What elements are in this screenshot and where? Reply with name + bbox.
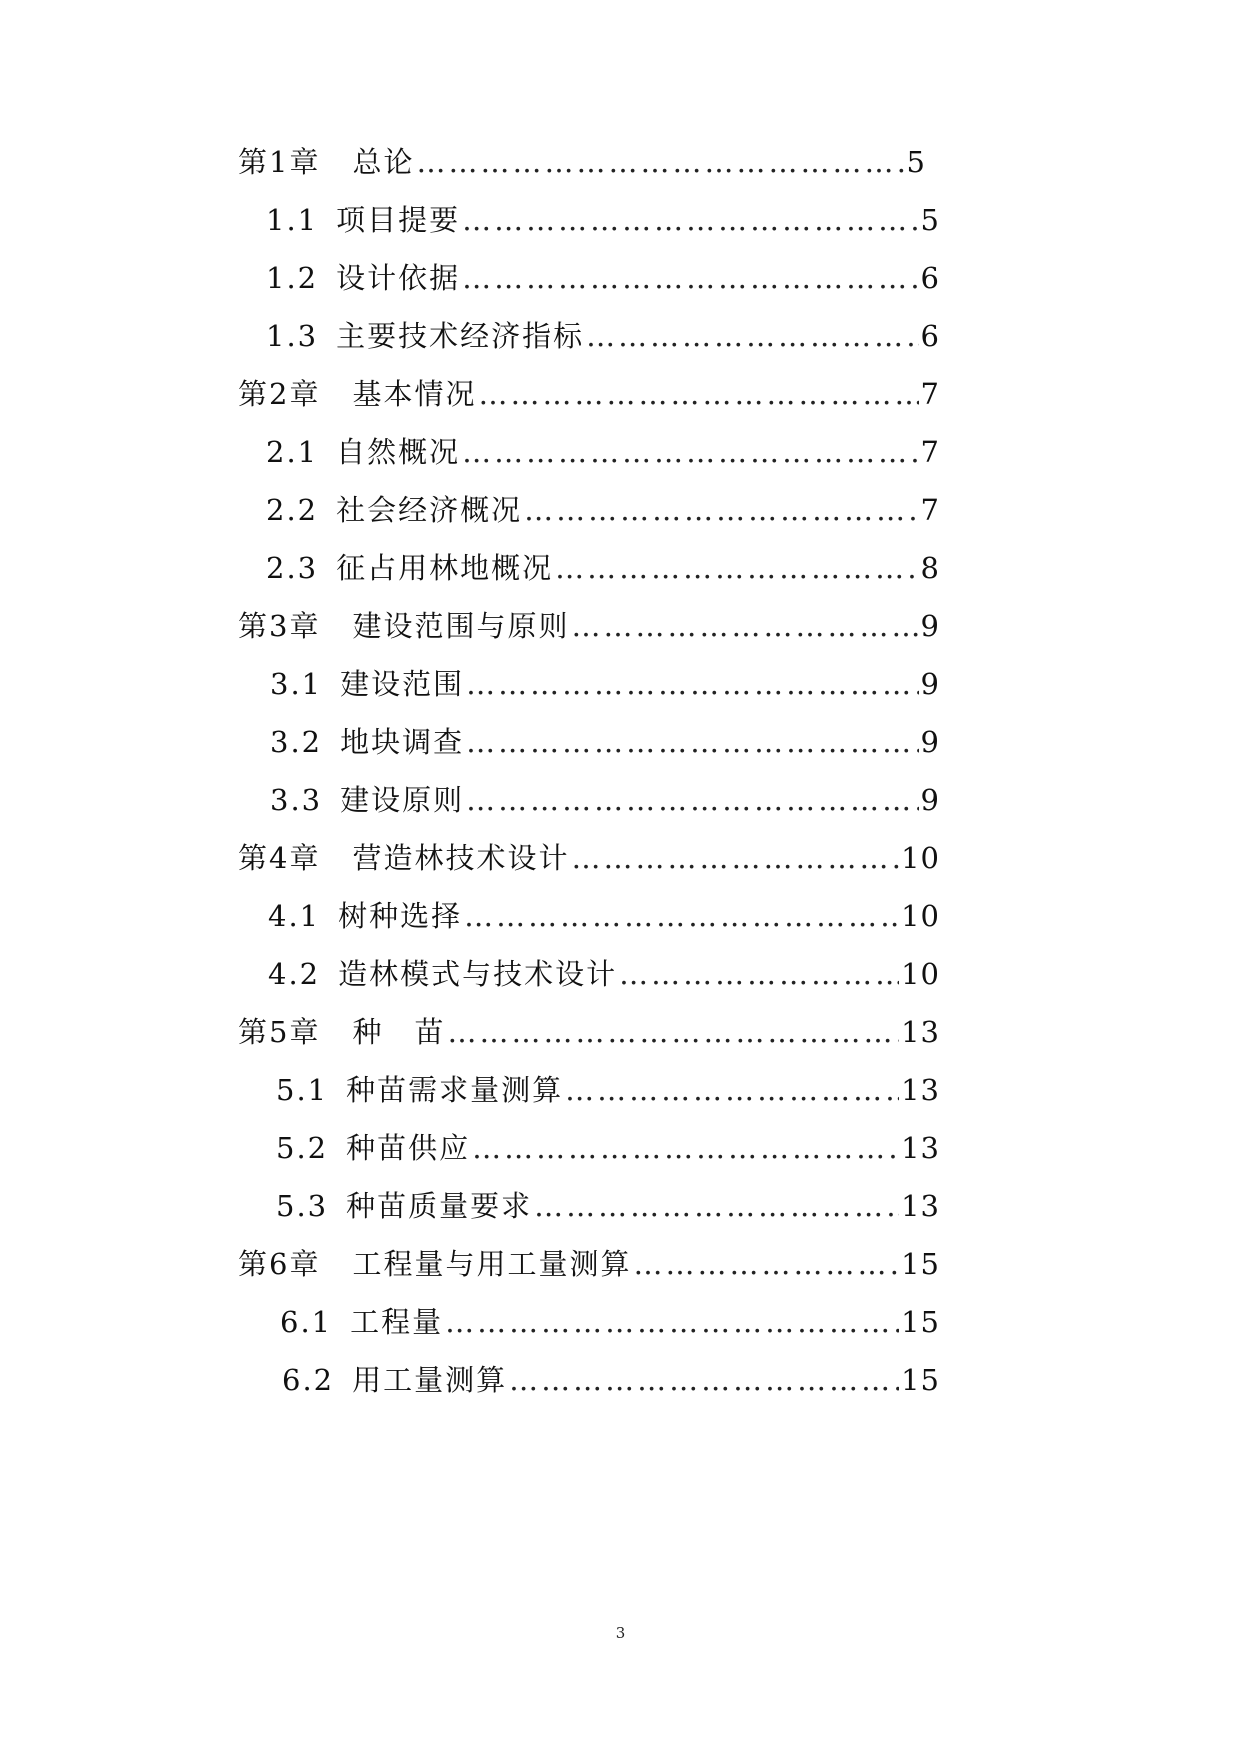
toc-entry-section-2-1[interactable] — [266, 430, 940, 474]
toc-entry-title: 工程量 — [350, 1305, 444, 1339]
toc-entry-number: 第6章 — [238, 1247, 321, 1281]
toc-entry-number: 5.3 — [276, 1189, 329, 1223]
toc-entry-section-5-1[interactable] — [276, 1068, 940, 1112]
toc-entry-title: 自然概况 — [336, 435, 461, 469]
toc-entry-title: 种苗供应 — [346, 1131, 471, 1165]
toc-entry-page: 15 — [901, 1363, 940, 1397]
dot-leader — [472, 1131, 899, 1165]
dot-leader — [524, 493, 918, 527]
toc-entry-chapter-1[interactable] — [238, 140, 926, 184]
toc-entry-page: 6 — [920, 319, 940, 353]
toc-entry-number: 3.3 — [270, 783, 323, 817]
toc-entry-page: 15 — [901, 1305, 940, 1339]
toc-entry-number: 2.1 — [266, 435, 319, 469]
toc-entry-section-3-2[interactable] — [270, 720, 940, 764]
dot-leader — [534, 1189, 899, 1223]
toc-entry-page: 10 — [901, 957, 940, 991]
toc-entry-section-3-1[interactable] — [270, 662, 940, 706]
toc-entry-section-6-1[interactable] — [280, 1300, 940, 1344]
toc-entry-title: 种苗质量要求 — [346, 1189, 533, 1223]
toc-entry-chapter-3[interactable] — [238, 604, 940, 648]
toc-entry-title: 工程量与用工量测算 — [352, 1247, 632, 1281]
dot-leader — [571, 841, 899, 875]
page-number: 3 — [615, 1624, 626, 1642]
toc-entry-chapter-6[interactable] — [238, 1242, 940, 1286]
dot-leader — [445, 1305, 899, 1339]
toc-entry-page: 8 — [920, 551, 940, 585]
toc-entry-section-4-2[interactable] — [268, 952, 940, 996]
toc-entry-number: 3.2 — [270, 725, 323, 759]
toc-entry-page: 15 — [901, 1247, 940, 1281]
dot-leader — [586, 319, 918, 353]
toc-entry-number: 第2章 — [238, 377, 321, 411]
toc-entry-section-2-2[interactable] — [266, 488, 940, 532]
dot-leader — [462, 203, 918, 237]
toc-entry-chapter-5[interactable] — [238, 1010, 940, 1054]
dot-leader — [633, 1247, 899, 1281]
toc-entry-section-1-3[interactable] — [266, 314, 940, 358]
toc-entry-number: 6.2 — [282, 1363, 335, 1397]
toc-entry-number: 5.1 — [276, 1073, 329, 1107]
toc-entry-section-2-3[interactable] — [266, 546, 940, 590]
dot-leader — [555, 551, 918, 585]
toc-entry-title: 社会经济概况 — [336, 493, 523, 527]
dot-leader — [466, 783, 918, 817]
toc-entry-section-4-1[interactable] — [268, 894, 940, 938]
toc-entry-title: 营造林技术设计 — [352, 841, 570, 875]
dot-leader — [466, 725, 918, 759]
toc-entry-number: 第3章 — [238, 609, 321, 643]
toc-entry-number: 2.2 — [266, 493, 319, 527]
toc-entry-title: 总论 — [352, 145, 415, 179]
toc-entry-title: 造林模式与技术设计 — [338, 957, 618, 991]
toc-entry-title: 地块调查 — [340, 725, 465, 759]
toc-entry-page: 5 — [906, 145, 926, 179]
toc-entry-page: 9 — [920, 783, 940, 817]
toc-entry-title: 项目提要 — [336, 203, 461, 237]
toc-entry-chapter-2[interactable] — [238, 372, 940, 416]
toc-entry-section-3-3[interactable] — [270, 778, 940, 822]
toc-entry-title: 基本情况 — [352, 377, 477, 411]
toc-entry-chapter-4[interactable] — [238, 836, 940, 880]
dot-leader — [478, 377, 918, 411]
toc-entry-title: 种 苗 — [352, 1015, 446, 1049]
toc-entry-page: 10 — [901, 899, 940, 933]
toc-entry-section-5-3[interactable] — [276, 1184, 940, 1228]
dot-leader — [466, 667, 918, 701]
dot-leader — [565, 1073, 899, 1107]
toc-entry-title: 征占用林地概况 — [336, 551, 554, 585]
toc-entry-title: 用工量测算 — [352, 1363, 508, 1397]
toc-entry-number: 第5章 — [238, 1015, 321, 1049]
toc-entry-page: 7 — [920, 493, 940, 527]
toc-entry-page: 9 — [920, 725, 940, 759]
toc-entry-number: 4.1 — [268, 899, 321, 933]
dot-leader — [464, 899, 899, 933]
toc-entry-title: 树种选择 — [338, 899, 463, 933]
toc-entry-page: 13 — [901, 1073, 940, 1107]
dot-leader — [447, 1015, 899, 1049]
dot-leader — [619, 957, 899, 991]
toc-entry-number: 5.2 — [276, 1131, 329, 1165]
toc-entry-number: 1.1 — [266, 203, 319, 237]
toc-entry-number: 6.1 — [280, 1305, 333, 1339]
toc-entry-number: 1.3 — [266, 319, 319, 353]
toc-entry-number: 2.3 — [266, 551, 319, 585]
toc-entry-section-1-1[interactable] — [266, 198, 940, 242]
toc-entry-title: 种苗需求量测算 — [346, 1073, 564, 1107]
toc-entry-title: 主要技术经济指标 — [336, 319, 585, 353]
toc-entry-number: 第4章 — [238, 841, 321, 875]
toc-entry-title: 建设原则 — [340, 783, 465, 817]
toc-entry-section-6-2[interactable] — [282, 1358, 940, 1402]
toc-entry-number: 第1章 — [238, 145, 321, 179]
toc-entry-title: 建设范围 — [340, 667, 465, 701]
toc-entry-page: 6 — [920, 261, 940, 295]
toc-entry-page: 7 — [920, 435, 940, 469]
dot-leader — [571, 609, 918, 643]
dot-leader — [416, 145, 904, 179]
dot-leader — [462, 261, 918, 295]
toc-entry-page: 9 — [920, 667, 940, 701]
toc-entry-number: 3.1 — [270, 667, 323, 701]
toc-entry-page: 13 — [901, 1189, 940, 1223]
toc-entry-title: 建设范围与原则 — [352, 609, 570, 643]
dot-leader — [509, 1363, 899, 1397]
toc-entry-page: 10 — [901, 841, 940, 875]
dot-leader — [462, 435, 918, 469]
toc-entry-number: 1.2 — [266, 261, 319, 295]
toc-entry-page: 13 — [901, 1131, 940, 1165]
toc-entry-page: 13 — [901, 1015, 940, 1049]
toc-entry-number: 4.2 — [268, 957, 321, 991]
toc-entry-page: 7 — [920, 377, 940, 411]
toc-entry-section-1-2[interactable] — [266, 256, 940, 300]
toc-entry-page: 5 — [920, 203, 940, 237]
toc-entry-page: 9 — [920, 609, 940, 643]
toc-entry-title: 设计依据 — [336, 261, 461, 295]
toc-entry-section-5-2[interactable] — [276, 1126, 940, 1170]
